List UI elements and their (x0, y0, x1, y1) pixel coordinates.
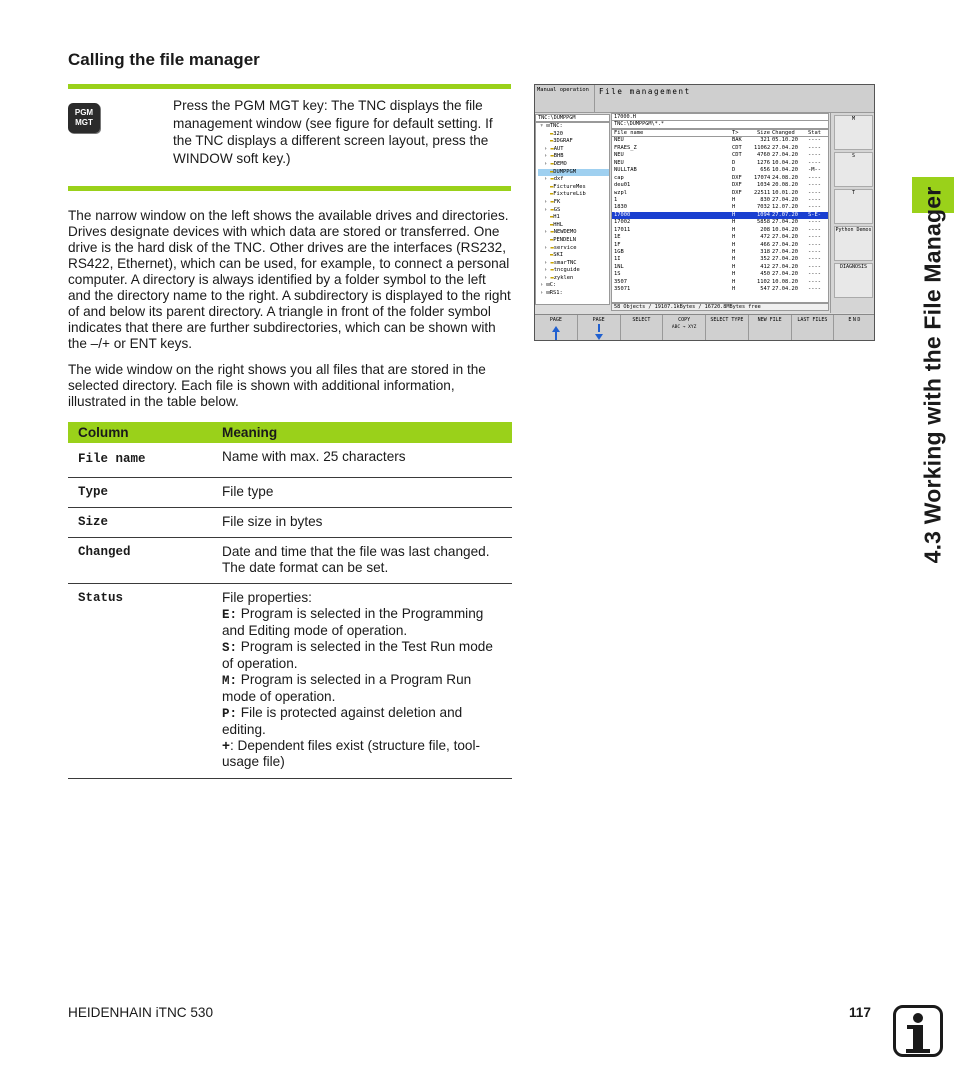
cell-meaning: File type (212, 478, 512, 508)
file-name: cap (614, 174, 624, 181)
file-size: 22511 (754, 189, 771, 196)
tnc-left-path: TNC:\DUMPPGM (535, 114, 610, 122)
folder-icon: ▬ (550, 198, 554, 205)
file-size: 1034 (757, 182, 770, 189)
file-row[interactable] (612, 271, 828, 278)
file-rows (612, 137, 828, 293)
tree-item[interactable]: › ▬AUT (544, 145, 564, 152)
intro-text: Press the PGM MGT key: The TNC displays the file management window (see figure for default setting. If the TNC displays a different screen layout, press the WINDOW soft key.) (173, 98, 493, 166)
folder-icon: ▬ (550, 191, 554, 198)
hdr-changed: Changed (772, 130, 795, 136)
table-row (68, 508, 512, 538)
file-status: ---- (808, 144, 821, 151)
file-changed: 10.01.20 (772, 189, 798, 196)
file-type: H (732, 226, 736, 233)
tnc-softkey-bar (535, 314, 875, 341)
folder-icon: ▬ (550, 176, 554, 183)
file-name: 17011 (614, 226, 631, 233)
table-row (68, 538, 512, 584)
side-softkey-diagnosis[interactable]: DIAGNOSIS (834, 263, 873, 298)
tree-item[interactable]: › ▬smarTNC (544, 259, 577, 266)
file-type: H (732, 219, 736, 226)
folder-icon: ▬ (550, 168, 554, 175)
tree-item[interactable]: › ⊟RS1: (540, 290, 563, 297)
file-changed: 27.04.20 (772, 144, 798, 151)
file-name: 1 (614, 196, 618, 203)
arrow-stem (555, 332, 557, 340)
tree-item[interactable]: ▬H1 (550, 214, 560, 221)
tree-item[interactable]: › ▬tncguide (544, 267, 580, 274)
file-status: ---- (808, 189, 821, 196)
status-text: Program is selected in a Program Run mode of operation. (222, 672, 472, 704)
key-label-line2: MGT (75, 118, 93, 127)
file-type: DXF (732, 182, 742, 189)
status-text: Program is selected in the Programming and Editing mode of operation. (222, 606, 484, 638)
cell-column: Type (68, 478, 212, 508)
file-size: 5858 (757, 219, 770, 226)
file-name: 1F (614, 241, 621, 248)
file-changed: 27.04.20 (772, 256, 798, 263)
file-size: 1276 (757, 159, 770, 166)
file-row[interactable] (612, 242, 828, 249)
tree-item[interactable]: ▬FictureMes (550, 183, 586, 190)
table-row (68, 478, 512, 508)
file-columns-table (68, 422, 512, 779)
side-softkey-t[interactable]: T (834, 189, 873, 224)
drive-icon: ⊟ (546, 282, 550, 289)
file-status: ---- (808, 241, 821, 248)
chapter-side-tab (912, 0, 954, 1091)
folder-icon: ▬ (550, 138, 554, 145)
status-key: E: (222, 608, 238, 622)
file-status: ---- (808, 196, 821, 203)
file-row[interactable] (612, 204, 828, 211)
file-name: 1NL (614, 263, 624, 270)
file-size: 352 (760, 256, 770, 263)
tnc-file-manager-screenshot (534, 84, 875, 341)
status-key: + (222, 738, 230, 753)
tree-item[interactable]: ▬SKI (550, 252, 563, 259)
file-name: NEU (614, 159, 624, 166)
tree-item-selected[interactable]: ▬DUMPPGM (538, 169, 609, 177)
paragraph-drives: The narrow window on the left shows the available drives and directories. Drives designate devices with which data are stored or transferred. One drive is the hard disk of the TNC. Other drives are the interfaces (RS232, RS422, Ethernet), which can be used, for example, to connect a personal computer. A directory is always identified by a folder symbol to the left and the directory name to the right. A subdirectory is displayed to the right of and below its parent directory. A triangle in front of the folder symbol indicates that there are further subdirectories, which can be shown with the –/+ or ENT keys. (68, 208, 511, 351)
file-row[interactable] (612, 234, 828, 241)
file-type: H (732, 241, 736, 248)
folder-icon: ▬ (550, 267, 554, 274)
status-text: : Dependent files exist (structure file, tool-usage file) (222, 738, 481, 769)
file-name: 1E (614, 234, 621, 241)
file-row[interactable] (612, 190, 828, 197)
file-status: ---- (808, 249, 821, 255)
footer-product: HEIDENHAIN iTNC 530 (68, 1005, 214, 1020)
file-name: NEU (614, 152, 624, 159)
file-type: CDT (732, 144, 742, 151)
file-changed: 10.04.20 (772, 159, 798, 166)
file-size: 321 (760, 137, 770, 144)
file-row[interactable] (612, 249, 828, 256)
tnc-side-softkeys (830, 113, 875, 313)
cell-column: Status (68, 584, 212, 779)
file-status: ---- (808, 263, 821, 270)
file-type: H (732, 256, 736, 263)
file-size: 1102 (757, 278, 770, 285)
file-size: 412 (760, 263, 770, 270)
status-text: Program is selected in the Test Run mode of operation. (222, 639, 493, 671)
file-size: 1094 (757, 211, 770, 218)
file-name: 1GB (614, 249, 624, 255)
status-key: S: (222, 641, 238, 655)
file-name: NEU (614, 137, 624, 144)
file-status: S-E- (808, 211, 821, 218)
file-name: 1830 (614, 204, 627, 211)
file-status: ---- (808, 152, 821, 159)
file-row[interactable] (612, 167, 828, 174)
file-row[interactable] (612, 286, 828, 293)
drive-icon: ⊟ (546, 290, 550, 297)
cell-column: Changed (68, 538, 212, 584)
file-size: 208 (760, 226, 770, 233)
file-changed: 27.04.20 (772, 196, 798, 203)
folder-icon: ▬ (550, 229, 554, 236)
file-type: H (732, 249, 736, 255)
status-key: P: (222, 707, 238, 721)
file-row[interactable] (612, 256, 828, 263)
file-status: ---- (808, 182, 821, 189)
file-changed: 27.04.20 (772, 234, 798, 241)
header-column: Column (68, 422, 212, 443)
status-p (222, 705, 502, 738)
folder-icon: ▬ (550, 206, 554, 213)
file-row[interactable] (612, 197, 828, 204)
folder-icon: ▬ (550, 130, 554, 137)
file-row[interactable] (612, 137, 828, 144)
file-name: 3507 (614, 278, 627, 285)
file-row[interactable] (612, 145, 828, 152)
file-status: -M-- (808, 167, 821, 174)
file-size: 450 (760, 271, 770, 278)
file-name: 17000 (614, 211, 631, 218)
tree-item[interactable]: › ⊟C: (540, 282, 557, 289)
status-m (222, 672, 502, 705)
file-size: 656 (760, 167, 770, 174)
arrow-down-icon (595, 334, 603, 340)
tree-item[interactable]: ▬HHL (550, 221, 563, 228)
tree-item[interactable]: › ▬GS (544, 206, 561, 213)
tnc-mode-label: Manual operation (535, 85, 595, 113)
side-softkey-s[interactable]: S (834, 152, 873, 187)
file-changed: 24.08.20 (772, 174, 798, 181)
cell-column: File name (68, 443, 212, 478)
tree-item[interactable]: ▿ ⊟TNC: (540, 123, 563, 129)
file-status: ---- (808, 234, 821, 241)
file-row[interactable] (612, 152, 828, 159)
file-status: ---- (808, 204, 821, 211)
softkey-last-files[interactable]: LAST FILES (792, 315, 835, 341)
file-row[interactable] (612, 212, 828, 219)
file-name: 17002 (614, 219, 631, 226)
folder-icon: ▬ (550, 160, 554, 167)
status-key: M: (222, 674, 238, 688)
file-changed: 10.04.20 (772, 226, 798, 233)
tnc-window-title: File management (595, 85, 875, 113)
file-size: 7032 (757, 204, 770, 211)
tree-item[interactable]: ▬3DGRAF (550, 138, 573, 145)
arrow-stem (598, 324, 600, 332)
softkey-end[interactable]: END (848, 317, 862, 323)
file-type: DXF (732, 174, 742, 181)
file-size: 472 (760, 234, 770, 241)
file-status: ---- (808, 286, 821, 293)
header-meaning: Meaning (212, 422, 512, 443)
status-intro: File properties: (222, 590, 312, 605)
paragraph-files: The wide window on the right shows you all files that are stored in the selected directory. Each file is shown with additional information, illustrated in the table below. (68, 362, 486, 409)
tree-item[interactable]: › ▬DEMO (544, 160, 567, 167)
status-plus (222, 738, 502, 770)
file-type: H (732, 286, 736, 293)
file-name: FRAES_Z (614, 144, 637, 151)
pgm-mgt-key-icon (68, 103, 100, 133)
drive-icon: ⊟ (546, 123, 550, 129)
tree-item[interactable]: › ▬service (544, 244, 577, 251)
tree-item[interactable]: › ▬dxf (544, 176, 564, 183)
file-row[interactable] (612, 227, 828, 234)
file-changed: 27.07.20 (772, 211, 798, 218)
tree-item[interactable]: › ▬NEWDEMO (544, 229, 577, 236)
tree-item[interactable]: › ▬zyklen (544, 274, 574, 281)
folder-icon: ▬ (550, 274, 554, 281)
cell-meaning: File size in bytes (212, 508, 512, 538)
file-size: 318 (760, 249, 770, 255)
file-status: ---- (808, 278, 821, 285)
folder-icon: ▬ (550, 236, 554, 243)
side-softkey-python[interactable]: Python Demos (834, 226, 873, 261)
section-title: Calling the file manager (68, 50, 260, 69)
file-size: 17074 (754, 174, 771, 181)
tnc-file-list[interactable] (611, 129, 829, 303)
file-type: H (732, 204, 736, 211)
file-size: 4760 (757, 152, 770, 159)
file-type: DXF (732, 189, 742, 196)
softkey-new-file[interactable]: NEW FILE (749, 315, 792, 341)
info-icon (893, 1005, 943, 1057)
softkey-page-up[interactable]: PAGE (535, 315, 578, 341)
hdr-name: File name (614, 130, 644, 136)
file-changed: 12.07.20 (772, 204, 798, 211)
tnc-right-path1: 17000.H (611, 113, 829, 121)
file-changed: 10.08.20 (772, 278, 798, 285)
table-header-row (68, 422, 512, 443)
folder-icon: ▬ (550, 183, 554, 190)
file-row[interactable] (612, 279, 828, 286)
file-type: H (732, 263, 736, 270)
tnc-directory-tree[interactable] (535, 122, 610, 305)
file-changed: 27.04.20 (772, 219, 798, 226)
file-name: 1I (614, 256, 621, 263)
file-status: ---- (808, 174, 821, 181)
file-row[interactable] (612, 175, 828, 182)
softkey-page-down[interactable]: PAGE (578, 315, 621, 341)
status-s (222, 639, 502, 672)
hdr-status: Stat (808, 130, 821, 136)
tnc-status-line: 58 Objects / 19107.1kBytes / 16720.8MBytes free (611, 303, 829, 311)
file-type: H (732, 278, 736, 285)
file-size: 830 (760, 196, 770, 203)
file-type: CDT (732, 152, 742, 159)
file-type: BAK (732, 137, 742, 144)
file-row[interactable] (612, 264, 828, 271)
file-status: ---- (808, 256, 821, 263)
cell-meaning-status (212, 584, 512, 779)
green-divider-bottom (68, 186, 511, 191)
file-changed: 05.10.20 (772, 137, 798, 144)
softkey-select-type[interactable]: SELECT TYPE (706, 315, 749, 341)
file-changed: 10.04.20 (772, 167, 798, 174)
tree-item[interactable]: › ▬FK (544, 198, 561, 205)
file-size: 466 (760, 241, 770, 248)
file-status: ---- (808, 271, 821, 278)
file-status: ---- (808, 159, 821, 166)
file-size: 547 (760, 286, 770, 293)
tree-item[interactable]: ▬320 (550, 130, 563, 137)
file-size: 11062 (754, 144, 771, 151)
page-number: 117 (849, 1005, 871, 1020)
tree-item[interactable]: › ▬BHB (544, 153, 564, 160)
file-type: D (732, 167, 736, 174)
file-changed: 27.04.20 (772, 241, 798, 248)
folder-icon: ▬ (550, 244, 554, 251)
file-type: H (732, 211, 736, 218)
folder-icon: ▬ (550, 252, 554, 259)
folder-icon: ▬ (550, 221, 554, 228)
file-changed: 27.04.20 (772, 286, 798, 293)
file-list-header (612, 130, 828, 137)
file-name: deu01 (614, 182, 631, 189)
file-status: ---- (808, 219, 821, 226)
green-divider-top (68, 84, 511, 89)
folder-icon: ▬ (550, 214, 554, 221)
folder-icon: ▬ (550, 153, 554, 160)
tnc-right-path2: TNC:\DUMPPGM\*.* (611, 121, 829, 129)
file-row[interactable] (612, 160, 828, 167)
side-softkey-m[interactable]: M (834, 115, 873, 150)
file-changed: 20.08.20 (772, 182, 798, 189)
status-text: File is protected against deletion and editing. (222, 705, 463, 737)
hdr-type: T> (732, 130, 739, 136)
file-changed: 27.04.20 (772, 152, 798, 159)
status-e (222, 606, 502, 639)
cell-meaning: Name with max. 25 characters (212, 443, 512, 478)
file-changed: 27.04.20 (772, 263, 798, 270)
file-status: ---- (808, 137, 821, 144)
softkey-copy[interactable]: COPY ABC → XYZ (663, 315, 706, 341)
softkey-select[interactable]: SELECT (621, 315, 664, 341)
file-changed: 27.04.20 (772, 271, 798, 278)
file-row[interactable] (612, 219, 828, 226)
key-label-line1: PGM (74, 108, 94, 117)
file-name: wzpl (614, 189, 627, 196)
file-name: NULLTAB (614, 167, 637, 174)
tree-item[interactable]: ▬PENDELN (550, 236, 576, 243)
file-type: D (732, 159, 736, 166)
folder-icon: ▬ (550, 259, 554, 266)
chapter-tab-title: 4.3 Working with the File Manager (919, 186, 946, 564)
file-name: 35071 (614, 286, 631, 293)
file-type: H (732, 196, 736, 203)
cell-meaning: Date and time that the file was last changed. The date format can be set. (212, 538, 512, 584)
hdr-size: Size (757, 130, 770, 136)
table-row (68, 584, 512, 779)
file-type: H (732, 234, 736, 241)
cell-column: Size (68, 508, 212, 538)
file-row[interactable] (612, 182, 828, 189)
tree-item[interactable]: ▬FixtureLib (550, 191, 586, 198)
file-name: 1S (614, 271, 621, 278)
file-changed: 27.04.20 (772, 249, 798, 255)
table-row (68, 443, 512, 478)
file-status: ---- (808, 226, 821, 233)
file-type: H (732, 271, 736, 278)
folder-icon: ▬ (550, 145, 554, 152)
